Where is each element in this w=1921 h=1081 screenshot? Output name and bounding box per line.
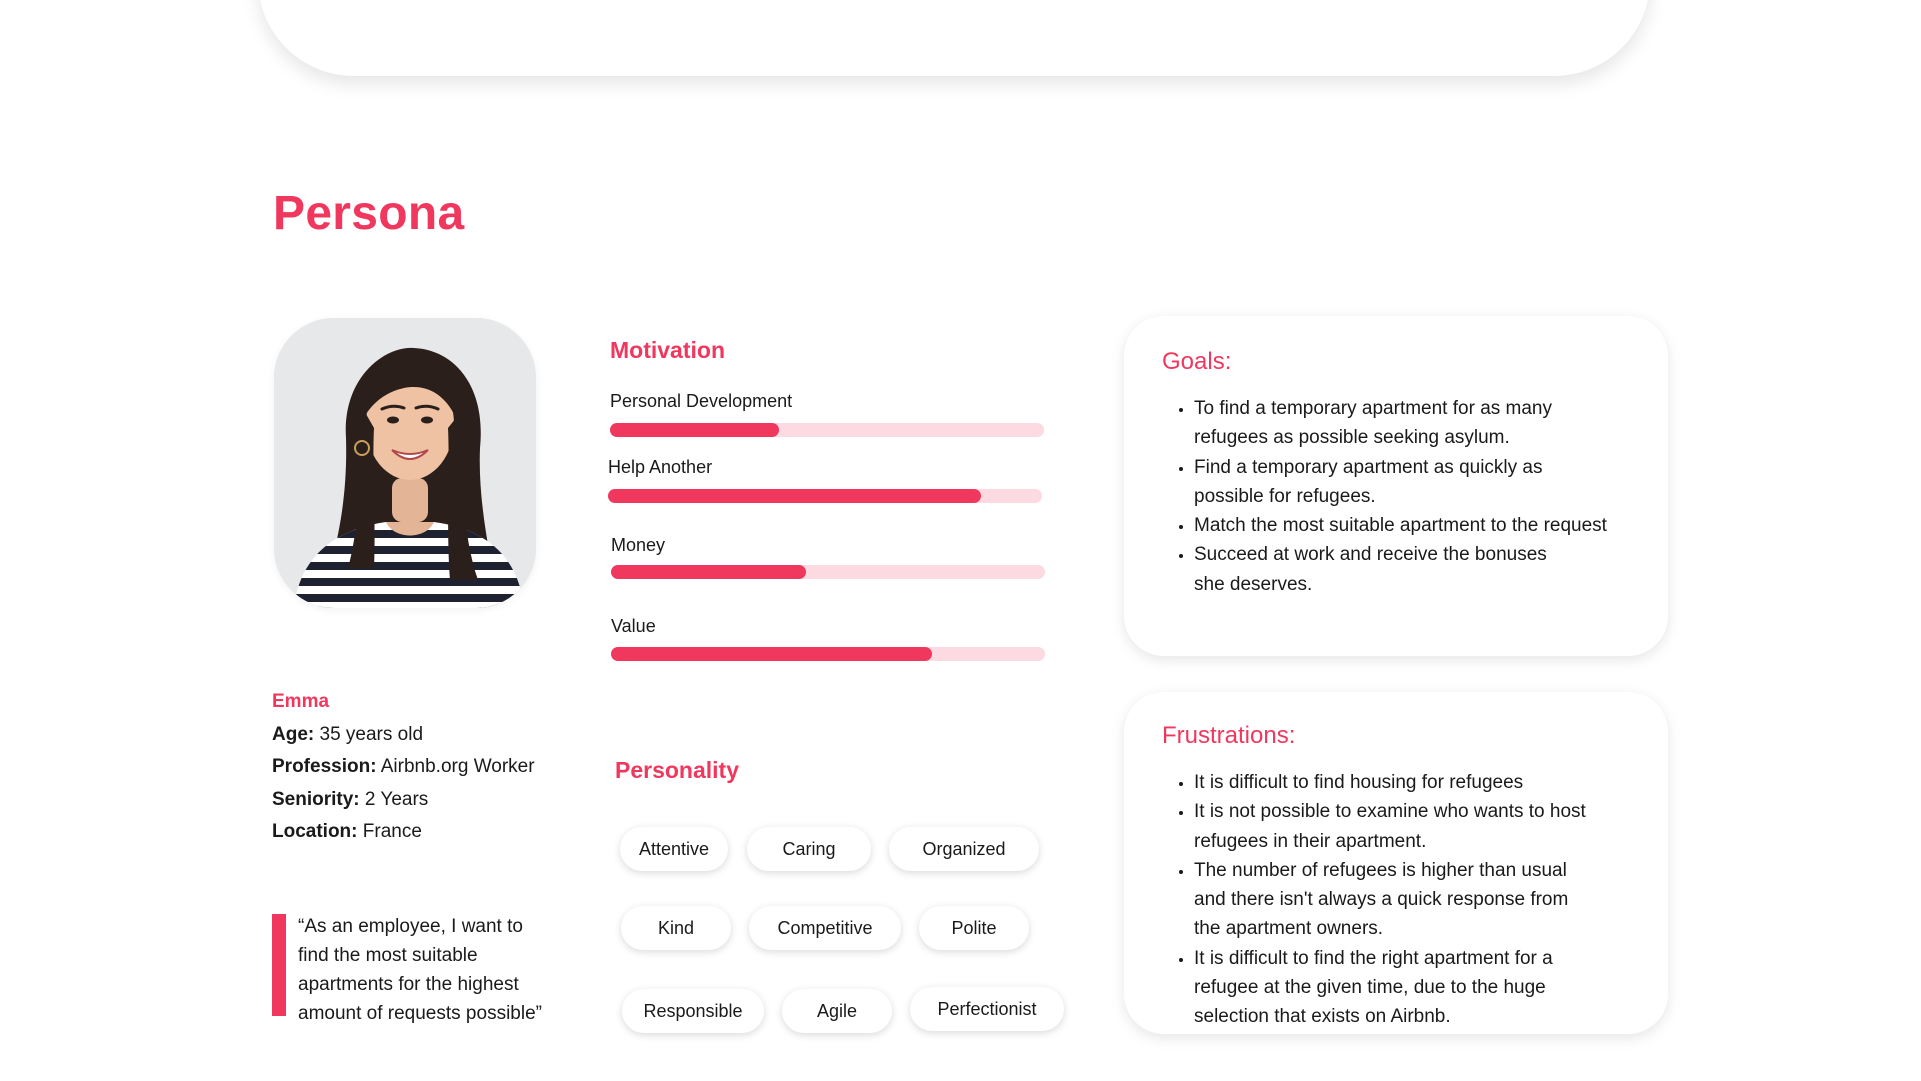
trait-chip-agile: Agile <box>782 989 892 1033</box>
list-item: • Succeed at work and receive the bonuses she deserves. <box>1194 540 1607 599</box>
persona-location <box>272 816 535 849</box>
list-item: • Match the most suitable apartment to the request <box>1194 511 1607 540</box>
page-title: Persona <box>273 187 465 240</box>
list-item: • It is difficult to find housing for refugees <box>1194 768 1586 797</box>
motivation-heading: Motivation <box>610 337 725 363</box>
goals-list <box>1162 394 1607 599</box>
list-item: • It is difficult to find the right apartment for a refugee at the given time, due to the huge selection that exists on Airbnb. <box>1194 944 1586 1032</box>
personality-heading: Personality <box>615 757 739 783</box>
trait-chip-perfectionist: Perfectionist <box>910 987 1064 1031</box>
list-item: • The number of refugees is higher than usual and there isn't always a quick response from the apartment owners. <box>1194 856 1586 944</box>
persona-age <box>272 719 535 752</box>
list-item: • Find a temporary apartment as quickly as possible for refugees. <box>1194 453 1607 512</box>
top-card <box>258 0 1650 76</box>
persona-quote <box>272 912 572 1024</box>
motivation-item <box>608 456 1044 478</box>
motivation-label: Money <box>611 535 666 555</box>
motivation-item <box>611 615 1047 637</box>
quote-line: “As an employee, I want to <box>298 916 523 937</box>
frustrations-list <box>1162 768 1586 1032</box>
goals-card <box>1124 316 1668 656</box>
seniority-value: 2 Years <box>359 788 429 810</box>
trait-chip-attentive: Attentive <box>620 827 728 871</box>
trait-chip-kind: Kind <box>621 906 731 950</box>
motivation-fill <box>611 647 932 661</box>
frustrations-heading: Frustrations: <box>1162 722 1296 749</box>
motivation-fill <box>608 489 981 503</box>
location-value: France <box>357 821 422 842</box>
motivation-track <box>611 565 1045 579</box>
persona-profession <box>272 751 535 784</box>
motivation-fill <box>611 565 806 579</box>
motivation-item <box>610 390 1046 412</box>
trait-chip-organized: Organized <box>889 827 1039 871</box>
motivation-track <box>611 647 1045 661</box>
trait-chip-caring: Caring <box>747 827 871 871</box>
persona-avatar <box>274 318 536 608</box>
profession-label: Profession: <box>272 756 377 777</box>
persona-profile <box>272 686 535 849</box>
age-label: Age: <box>272 723 315 745</box>
location-label: Location: <box>272 821 358 842</box>
persona-seniority <box>272 784 535 817</box>
motivation-track <box>610 423 1044 437</box>
quote-line: find the most suitable <box>298 945 478 966</box>
motivation-fill <box>610 423 779 437</box>
motivation-label: Value <box>611 616 656 636</box>
age-value: 35 years old <box>314 723 424 745</box>
goals-heading: Goals: <box>1162 348 1232 375</box>
quote-line: apartments for the highest <box>298 974 519 995</box>
quote-accent-bar <box>272 914 286 1016</box>
frustrations-card <box>1124 692 1668 1034</box>
motivation-item <box>611 534 1047 556</box>
list-item: • It is not possible to examine who wants to host refugees in their apartment. <box>1194 797 1586 856</box>
seniority-label: Seniority: <box>272 788 360 810</box>
list-item: • To find a temporary apartment for as many refugees as possible seeking asylum. <box>1194 394 1607 453</box>
quote-line: amount of requests possible” <box>298 1003 542 1024</box>
trait-chip-responsible: Responsible <box>622 989 764 1033</box>
trait-chip-polite: Polite <box>919 906 1029 950</box>
motivation-label: Personal Development <box>610 391 793 411</box>
profession-value: Airbnb.org Worker <box>376 756 535 777</box>
persona-name: Emma <box>272 691 330 712</box>
persona-photo-illustration <box>274 318 536 608</box>
motivation-label: Help Another <box>608 457 713 477</box>
motivation-track <box>608 489 1042 503</box>
trait-chip-competitive: Competitive <box>749 906 901 950</box>
